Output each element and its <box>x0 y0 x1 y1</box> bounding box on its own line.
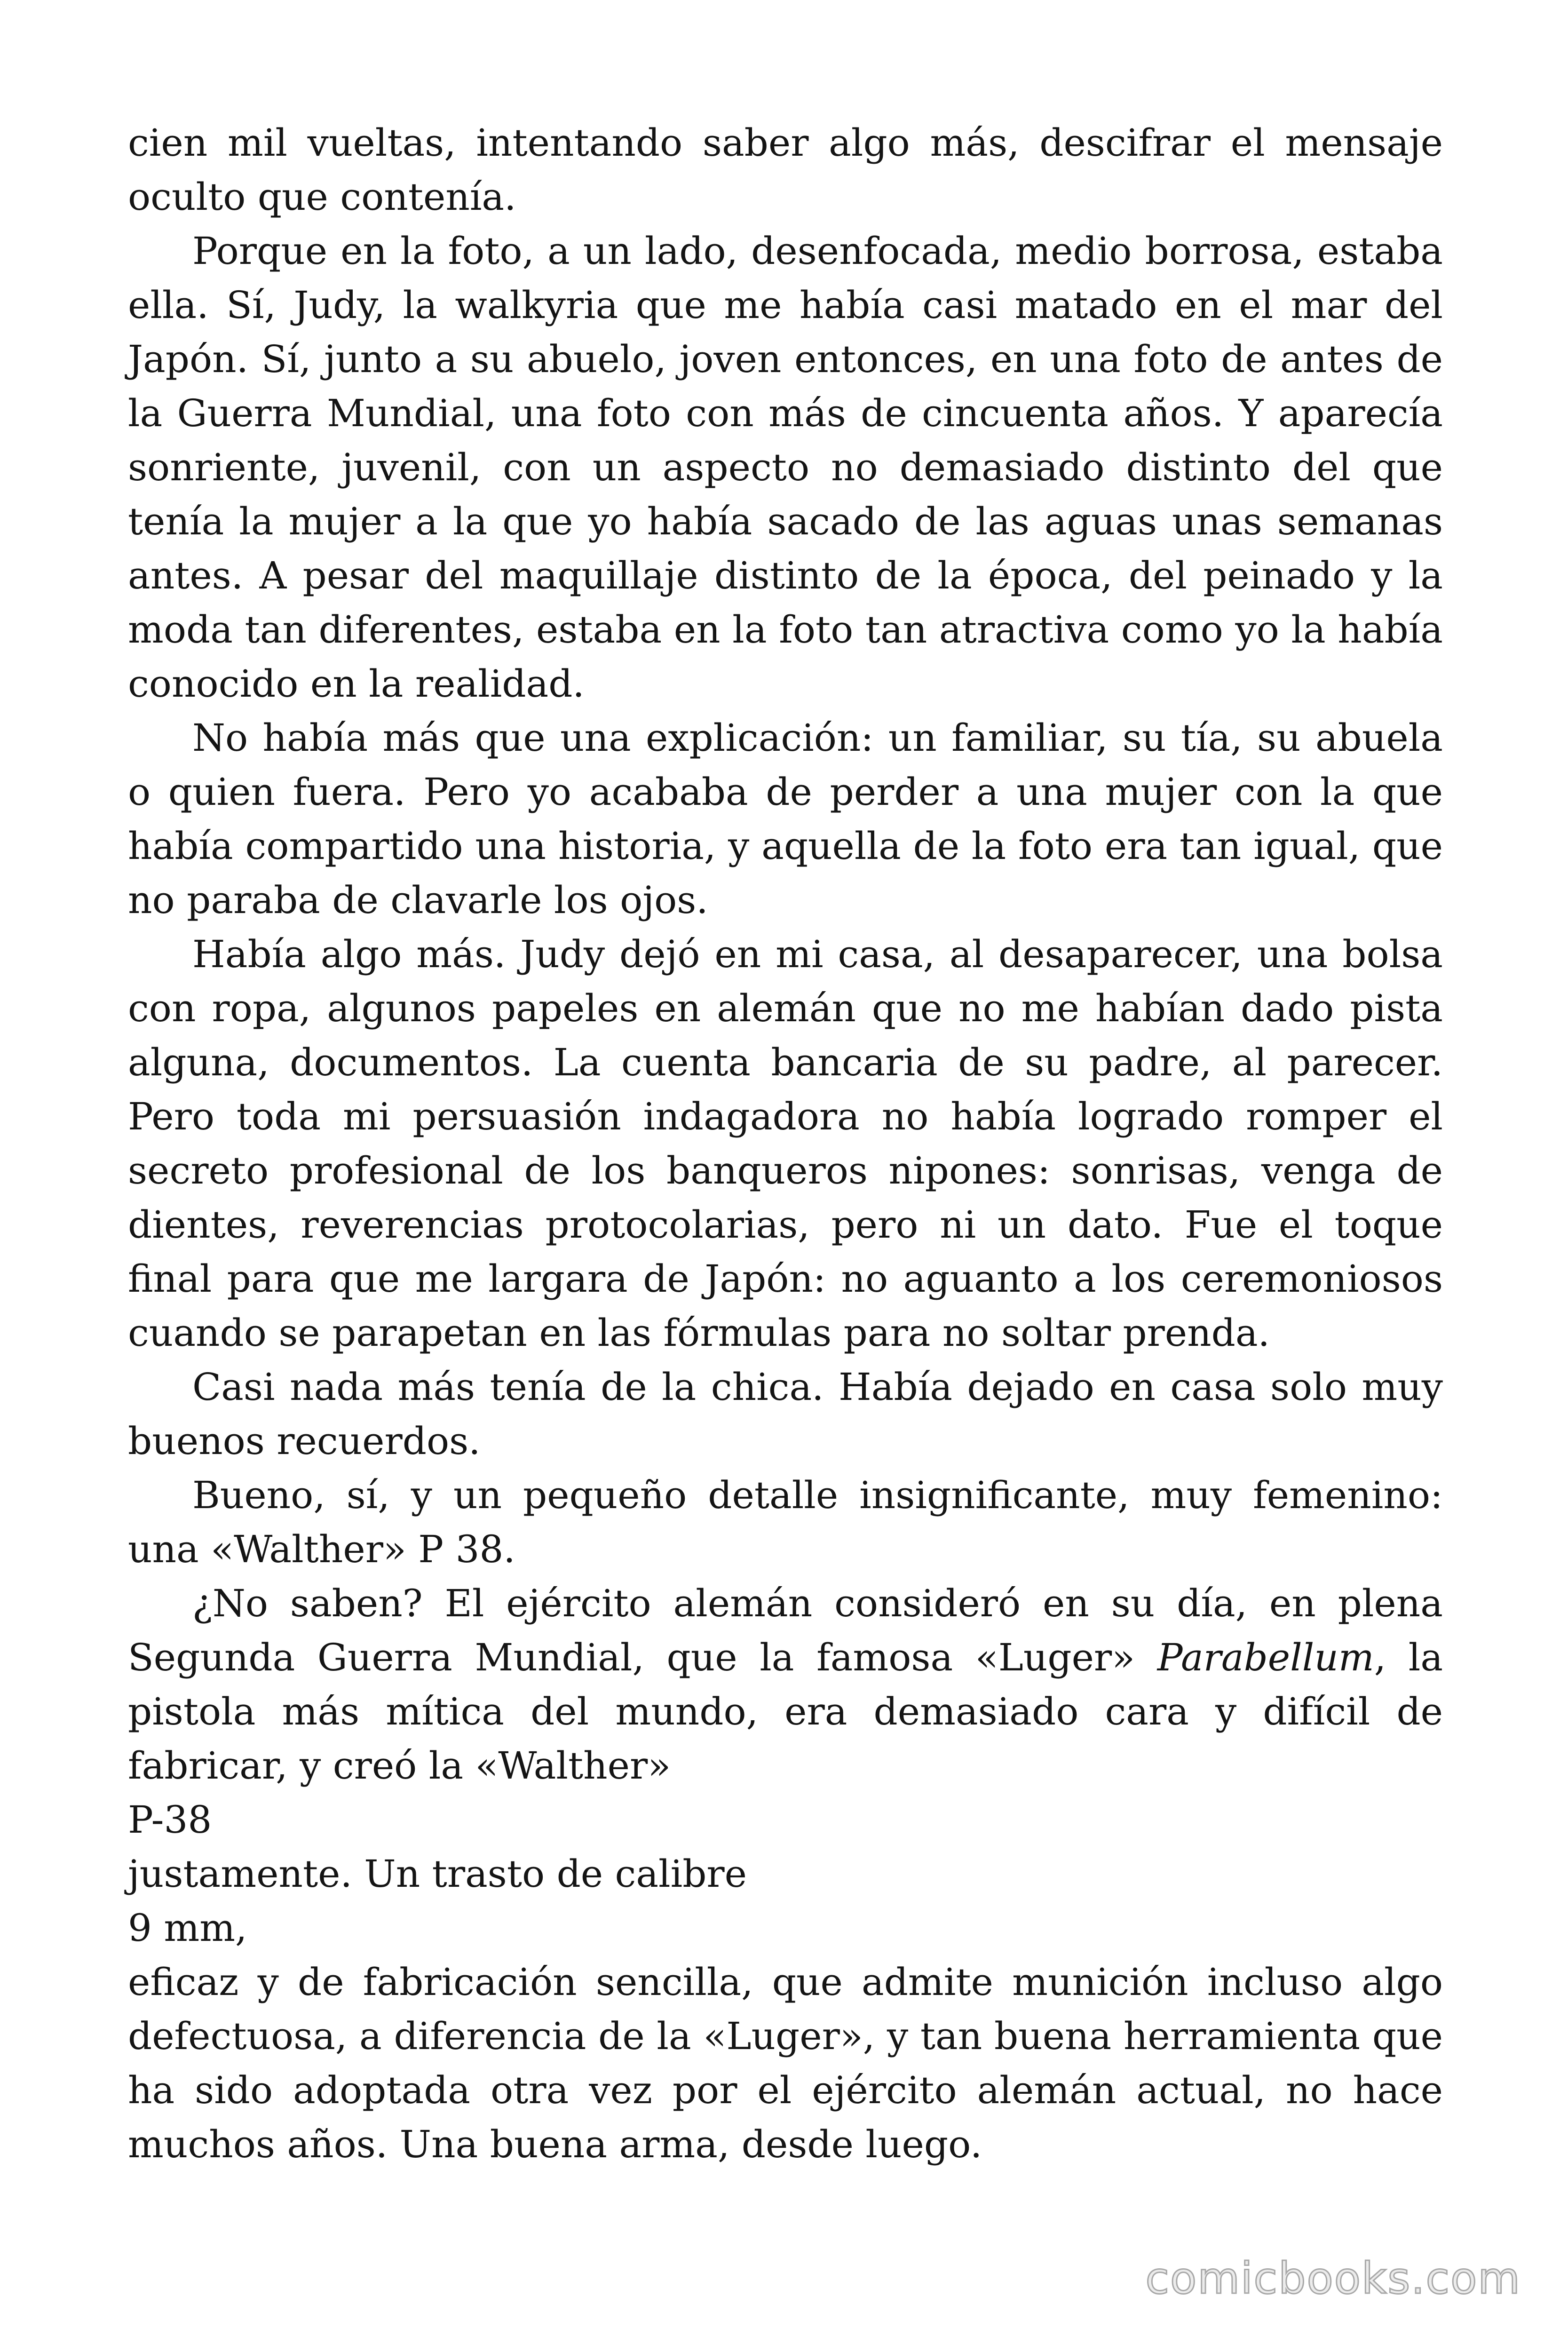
paragraph: Casi nada más tenía de la chica. Había dejado en casa solo muy buenos recuerdos. <box>128 1365 1443 1463</box>
italic-term: Parabellum <box>1157 1636 1374 1679</box>
paragraph-text: , la pistola más mítica del mundo, era demasiado cara y difícil de fabricar, y creó la «Walther» <box>128 1636 1443 1788</box>
paragraph: eficaz y de fabricación sencilla, que admite munición incluso algo defectuosa, a diferencia de la «Luger», y tan buena herramienta que ha sido adoptada otra vez por el ejército alemán actual, no hace muchos años. Una buena arma, desde luego. <box>128 1960 1443 2166</box>
paragraph: Porque en la foto, a un lado, desenfocada, medio borrosa, estaba ella. Sí, Judy, la walkyria que me había casi matado en el mar del Japón. Sí, junto a su abuelo, joven entonces, en una foto de antes de la Guerra Mundial, una foto con más de cincuenta años. Y aparecía sonriente, juvenil, con un aspecto no demasiado distinto del que tenía la mujer a la que yo había sacado de las aguas unas semanas antes. A pesar del maquillaje distinto de la época, del peinado y la moda tan diferentes, estaba en la foto tan atractiva como yo la había conocido en la realidad. <box>128 229 1443 706</box>
paragraph-fragment: justamente. Un trasto de calibre <box>128 1852 747 1896</box>
paragraph-fragment: P-38 <box>128 1798 212 1842</box>
paragraph: No había más que una explicación: un familiar, su tía, su abuela o quien fuera. Pero yo acababa de perder a una mujer con la que había compartido una historia, y aquella de la foto era tan igual, que no paraba de clavarle los ojos. <box>128 716 1443 922</box>
paragraph-text: ¿No saben? El ejército alemán consideró en su día, en plena Segunda Guerra Mundial, que la famosa «Luger» <box>128 1581 1443 1679</box>
paragraph: Bueno, sí, y un pequeño detalle insignificante, muy femenino: una «Walther» P 38. <box>128 1473 1443 1571</box>
paragraph: cien mil vueltas, intentando saber algo más, descifrar el mensaje oculto que contenía. <box>128 121 1443 219</box>
paragraph: Había algo más. Judy dejó en mi casa, al desaparecer, una bolsa con ropa, algunos papeles en alemán que no me habían dado pista alguna, documentos. La cuenta bancaria de su padre, al parecer. Pero toda mi persuasión indagadora no había logrado romper el secreto profesional de los banqueros nipones: sonrisas, venga de dientes, reverencias protocolarias, pero ni un dato. Fue el toque final para que me largara de Japón: no aguanto a los ceremoniosos cuando se parapetan en las fórmulas para no soltar prenda. <box>128 932 1443 1355</box>
watermark-text: comicbooks.com <box>1145 2253 1521 2304</box>
paragraph-walther <box>128 1576 1443 1793</box>
page-body <box>128 116 1443 2171</box>
paragraph-fragment: 9 mm, <box>128 1906 247 1950</box>
